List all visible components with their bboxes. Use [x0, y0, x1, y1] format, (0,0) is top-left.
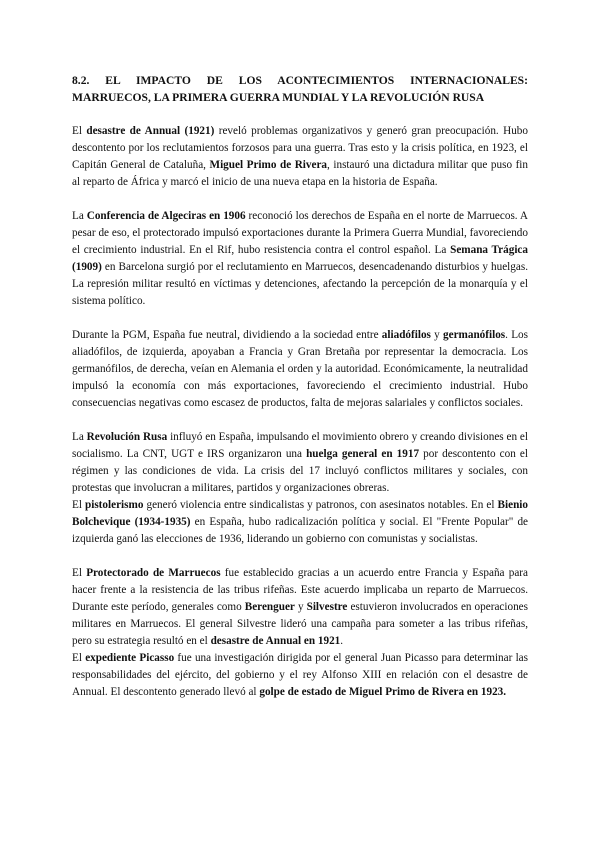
bold-term: Semana Trágica (1909) [72, 244, 528, 273]
bold-term: Berenguer [244, 601, 295, 613]
bold-term: huelga general en 1917 [306, 448, 420, 460]
bold-term: Miguel Primo de Rivera [209, 159, 328, 171]
bold-term: aliadófilos [381, 329, 431, 341]
section-title: 8.2. EL IMPACTO DE LOS ACONTECIMIENTOS INTERNACIONALES: MARRUECOS, LA PRIMERA GUERRA MUNDIAL Y LA REVOLUCIÓN RUSA [72, 74, 528, 104]
bold-term: golpe de estado de Miguel Primo de Rivera en 1923. [259, 686, 507, 698]
bold-term: Revolución Rusa [86, 431, 168, 443]
bold-term: Protectorado de Marruecos [86, 567, 221, 579]
bold-term: pistolerismo [85, 499, 144, 511]
bold-term: Silvestre [306, 601, 348, 613]
paragraph-picasso: El expediente Picasso fue una investigación dirigida por el general Juan Picasso para determinar las responsabilidades del ejército, del gobierno y el rey Alfonso XIII en relación con el desastre de Annual. El descontento generado llevó al golpe de estado de Miguel Primo de Rivera en 1923. [72, 652, 528, 698]
bold-term: desastre de Annual en 1921 [210, 635, 341, 647]
paragraph-protectorado: El Protectorado de Marruecos fue establecido gracias a un acuerdo entre Francia y España para hacer frente a la resistencia de las tribus rifeñas. Este acuerdo implicaba un reparto de Marruecos. Durante este período, generales como Berenguer y Silvestre estuvieron involucrados en operaciones militares en Marruecos. El general Silvestre lideró una campaña para someter a las tribus rifeñas, pero su estrategia resultó en el desastre de Annual en 1921. [72, 567, 528, 647]
document-page [72, 72, 528, 718]
bold-term: Conferencia de Algeciras en 1906 [86, 210, 246, 222]
paragraph-algeciras: La Conferencia de Algeciras en 1906 reconoció los derechos de España en el norte de Marruecos. A pesar de eso, el protectorado impulsó exportaciones durante la Primera Guerra Mundial, favoreciendo el crecimiento industrial. En el Rif, hubo resistencia contra el control español. La Semana Trágica (1909) en Barcelona surgió por el reclutamiento en Marruecos, desencadenando disturbios y huelgas. La represión militar resultó en víctimas y detenciones, afectando la percepción de la monarquía y el sistema político. [72, 210, 528, 307]
bold-term: desastre de Annual (1921) [86, 125, 215, 137]
bold-term: germanófilos [443, 329, 506, 341]
bold-term: expediente Picasso [85, 652, 175, 664]
bold-term: Bienio Bolchevique (1934-1935) [72, 499, 528, 528]
paragraph-pistolerismo: El pistolerismo generó violencia entre sindicalistas y patronos, con asesinatos notables. En el Bienio Bolchevique (1934-1935) en España, hubo radicalización política y social. El "Frente Popular" de izquierda ganó las elecciones de 1936, liderando un gobierno con comunistas y socialistas. [72, 499, 529, 545]
paragraph-pgm: Durante la PGM, España fue neutral, dividiendo a la sociedad entre aliadófilos y germanófilos. Los aliadófilos, de izquierda, apoyaban a Francia y Gran Bretaña por representar la democracia. Los germanófilos, de derecha, veían en Alemania el orden y la autoridad. Económicamente, la neutralidad impulsó la economía con más exportaciones, favoreciendo el crecimiento industrial. Hubo consecuencias negativas como escasez de productos, falta de mejoras salariales y conflictos sociales. [72, 329, 529, 409]
paragraph-revolucion-rusa: La Revolución Rusa influyó en España, impulsando el movimiento obrero y creando divisiones en el socialismo. La CNT, UGT e IRS organizaron una huelga general en 1917 por descontento con el régimen y las condiciones de vida. La crisis del 17 incluyó conflictos militares y sociales, con protestas que involucran a militares, partidos y organizaciones obreras. [72, 431, 528, 494]
paragraph-annual: El desastre de Annual (1921) reveló problemas organizativos y generó gran preocupación. Hubo descontento por los reclutamientos forzosos para una guerra. Tras esto y la crisis política, en 1923, el Capitán General de Cataluña, Miguel Primo de Rivera, instauró una dictadura militar que puso fin al reparto de África y marcó el inicio de una nueva etapa en la historia de España. [72, 125, 529, 188]
